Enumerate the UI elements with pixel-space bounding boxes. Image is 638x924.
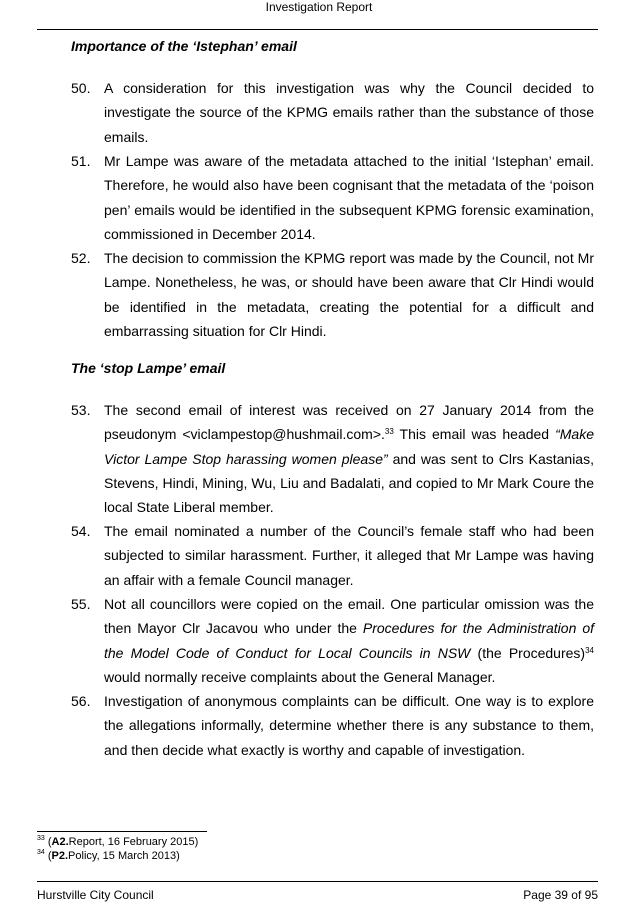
document-title: Procedures for the Administration of the Model Code of Conduct for Local Councils in NSW bbox=[104, 620, 595, 661]
paragraph-54 bbox=[71, 519, 594, 592]
paragraph-text: Mr Lampe was aware of the metadata attached to the initial ‘Istephan’ email. Therefore, he would also have been cognisant that the metadata of the ‘poison pen’ emails would be identified in the subsequent KPMG forensic examination, commissioned in December 2014. bbox=[104, 153, 594, 242]
paragraph-text: The email nominated a number of the Council’s female staff who had been subjected to similar harassment. Further, it alleged that Mr Lampe was having an affair with a female Council manager. bbox=[104, 523, 594, 588]
footer-page-number: Page 39 of 95 bbox=[523, 888, 598, 902]
footnote-ref-code: P2. bbox=[51, 850, 69, 862]
paragraph-52 bbox=[71, 246, 594, 343]
footnote-34 bbox=[37, 850, 180, 862]
running-header: Investigation Report bbox=[265, 0, 373, 14]
footnote-text: Policy, 15 March 2013) bbox=[68, 850, 180, 862]
paragraph-text bbox=[104, 592, 594, 689]
paragraph-number: 50. bbox=[71, 80, 91, 96]
text-run: The second email of interest was received on 27 January 2014 from the pseudonym <viclampestop@hushmail.com>. bbox=[104, 402, 594, 443]
footnote-rule bbox=[37, 831, 207, 832]
footnote-number: 34 bbox=[37, 849, 45, 856]
paragraph-number: 51. bbox=[71, 153, 91, 169]
footnote-open: ( bbox=[44, 850, 52, 862]
footnote-open: ( bbox=[44, 836, 52, 848]
paragraph-number: 54. bbox=[71, 523, 91, 539]
footnote-ref-34: 34 bbox=[585, 645, 594, 655]
text-run: (the Procedures) bbox=[470, 644, 586, 661]
paragraph-number: 52. bbox=[71, 250, 91, 266]
footnote-33 bbox=[37, 836, 198, 848]
footer-organisation: Hurstville City Council bbox=[37, 888, 154, 902]
paragraph-51 bbox=[71, 149, 594, 246]
paragraph-number: 53. bbox=[71, 402, 91, 418]
footnote-ref-code: A2. bbox=[51, 836, 69, 848]
footnote-ref-33: 33 bbox=[384, 427, 394, 437]
footnote-number: 33 bbox=[37, 835, 45, 842]
section-heading-istephan: Importance of the ‘Istephan’ email bbox=[71, 38, 297, 54]
text-run: and was sent to Clrs Kastanias, Stevens, Hindi, Mining, Wu, Liu and Badalati, and copied to Mr Mark Coure the local State Liberal member. bbox=[104, 450, 594, 516]
paragraph-number: 56. bbox=[71, 693, 91, 709]
paragraph-text: A consideration for this investigation was why the Council decided to investigate the source of the KPMG emails rather than the substance of those emails. bbox=[104, 80, 594, 145]
text-run: This email was headed bbox=[393, 426, 556, 443]
section-heading-stop-lampe: The ‘stop Lampe’ email bbox=[71, 360, 226, 376]
paragraph-text bbox=[104, 398, 594, 519]
text-run: Not all councillors were copied on the email. One particular omission was the then Mayor Clr Jacavou who under the bbox=[104, 596, 594, 637]
header-rule bbox=[37, 29, 598, 30]
footnote-text: Report, 16 February 2015) bbox=[68, 836, 199, 848]
paragraph-text: Investigation of anonymous complaints can be difficult. One way is to explore the allegations informally, determine whether there is any substance to them, and then decide what exactly is worthy and capable of investigation. bbox=[104, 693, 594, 758]
paragraph-text: The decision to commission the KPMG report was made by the Council, not Mr Lampe. Nonetheless, he was, or should have been aware that Clr Hindi would be identified in the metadata, creating the potential for a difficult and embarrassing situation for Clr Hindi. bbox=[104, 250, 594, 339]
paragraph-56 bbox=[71, 689, 594, 762]
paragraph-50 bbox=[71, 76, 594, 149]
text-run: would normally receive complaints about the General Manager. bbox=[104, 668, 496, 685]
paragraph-number: 55. bbox=[71, 596, 91, 612]
paragraph-55 bbox=[71, 592, 594, 689]
email-subject-quote: “Make Victor Lampe Stop harassing women please” bbox=[104, 426, 594, 467]
footer-rule bbox=[37, 881, 598, 882]
paragraph-53 bbox=[71, 398, 594, 519]
